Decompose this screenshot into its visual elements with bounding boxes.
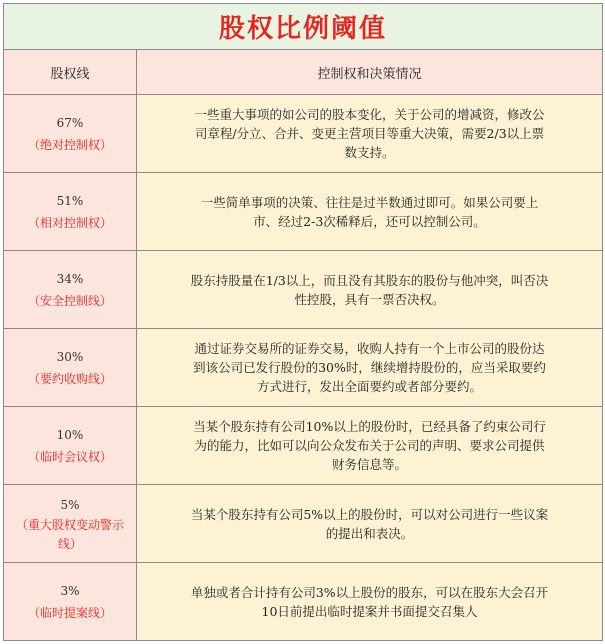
- threshold-label: （安全控制线）: [27, 293, 112, 308]
- threshold-percent: 5%: [60, 497, 80, 512]
- header-control: 控制权和决策情况: [137, 50, 603, 95]
- threshold-percent: 67%: [56, 115, 84, 130]
- threshold-percent: 30%: [56, 349, 84, 364]
- threshold-label: （相对控制权）: [27, 215, 112, 230]
- threshold-description: 一些重大事项的如公司的股本变化，关于公司的增减资，修改公司章程/分立、合并、变更主营项目等重大决策，需要2/3以上票数支持。: [194, 107, 545, 160]
- table-row: [4, 173, 603, 251]
- threshold-percent: 10%: [56, 427, 84, 442]
- threshold-label: （要约收购线）: [27, 371, 112, 386]
- table-row: [4, 95, 603, 173]
- header-threshold: 股权线: [4, 50, 137, 95]
- table-row: [4, 485, 603, 563]
- table-row: [4, 251, 603, 329]
- table-row: [4, 563, 603, 641]
- table-row: [4, 407, 603, 485]
- threshold-description: 通过证券交易所的证券交易，收购人持有一个上市公司的股份达到该公司已发行股份的30%时，继续增持股份的，应当采取要约方式进行，发出全面要约或者部分要约。: [193, 341, 546, 394]
- threshold-description: 当某个股东持有公司10%以上的股份时，已经具备了约束公司行为的能力，比如可以向公众发布关于公司的声明、要求公司提供财务信息等。: [193, 419, 546, 472]
- threshold-label: （临时提案线）: [27, 605, 112, 620]
- threshold-label: （临时会议权）: [27, 449, 112, 464]
- threshold-percent: 51%: [56, 193, 84, 208]
- threshold-description: 股东持股量在1/3以上，而且没有其股东的股份与他冲突，叫否决性控股，具有一票否决权。: [190, 272, 549, 307]
- page-title: 股权比例阈值: [4, 4, 603, 50]
- threshold-label: （重大股权变动警示线）: [15, 517, 124, 551]
- threshold-percent: 3%: [60, 583, 80, 598]
- threshold-description: 当某个股东持有公司5%以上的股份时，可以对公司进行一些议案的提出和表决。: [190, 506, 549, 541]
- threshold-percent: 34%: [56, 271, 84, 286]
- threshold-description: 一些简单事项的决策、往往是过半数通过即可。如果公司要上市、经过2-3次稀释后，还可以控制公司。: [200, 194, 539, 229]
- threshold-table: [3, 3, 603, 641]
- threshold-description: 单独或者合计持有公司3%以上股份的股东，可以在股东大会召开10日前提出临时提案并书面提交召集人: [190, 584, 549, 619]
- table-row: [4, 329, 603, 407]
- threshold-label: （绝对控制权）: [27, 137, 112, 152]
